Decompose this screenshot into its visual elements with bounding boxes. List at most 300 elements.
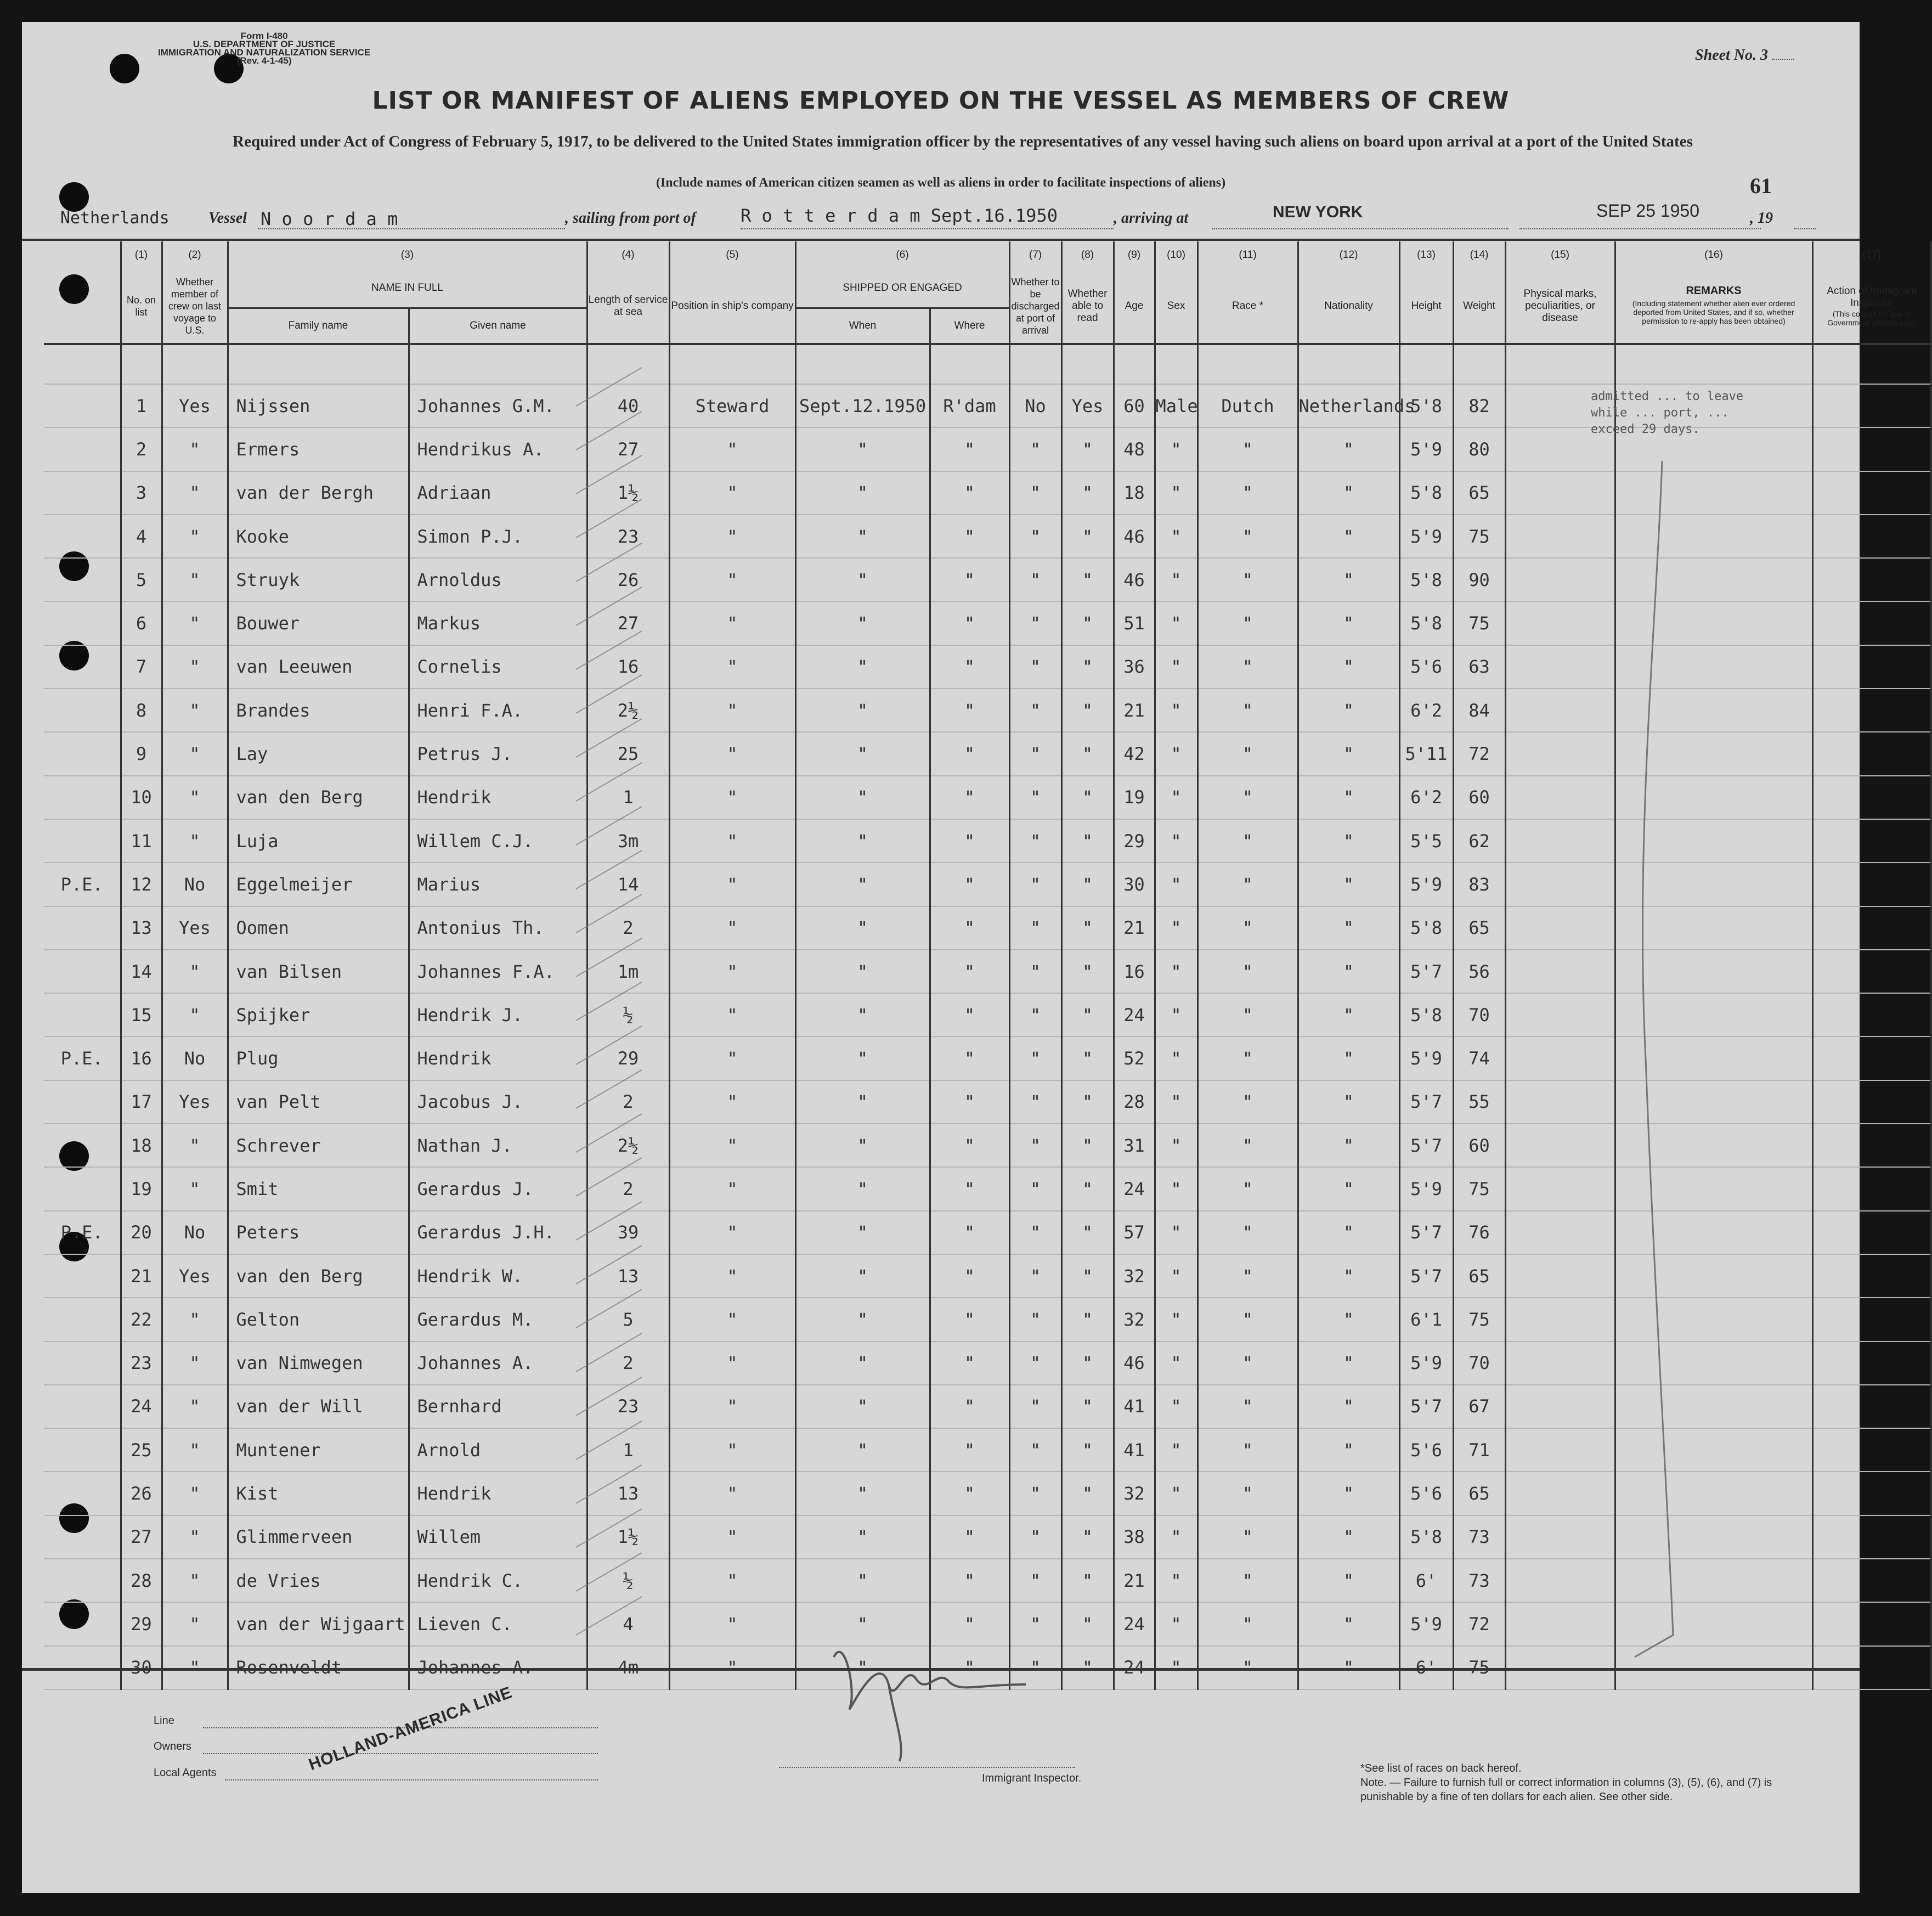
- height: 5'8: [1399, 384, 1453, 427]
- action-cell: [1812, 558, 1931, 601]
- row-number: 30: [121, 1646, 162, 1689]
- given-name: Markus: [409, 601, 587, 645]
- shipped-when: ": [795, 1036, 930, 1080]
- weight: 65: [1453, 471, 1505, 515]
- year-label: , 19: [1750, 210, 1773, 227]
- row-number: 17: [121, 1080, 162, 1124]
- given-name: Henri F.A.: [409, 689, 587, 732]
- header-position: Position in ship's company: [669, 269, 795, 344]
- action-cell: [1812, 1124, 1931, 1167]
- company-stamp: HOLLAND-AMERICA LINE: [306, 1683, 515, 1774]
- height: 5'9: [1399, 1602, 1453, 1645]
- height: 5'9: [1399, 515, 1453, 558]
- nationality: ": [1298, 993, 1399, 1036]
- shipped-when: ": [795, 1428, 930, 1472]
- given-name: Johannes A.: [409, 1342, 587, 1385]
- length-of-service: 14: [587, 863, 669, 906]
- shipped-when: ": [795, 1211, 930, 1254]
- nationality: ": [1298, 776, 1399, 819]
- vessel-name: N o o r d a m: [261, 208, 398, 229]
- pe-mark: [44, 384, 121, 427]
- discharged: ": [1009, 1602, 1061, 1645]
- height: 5'9: [1399, 427, 1453, 471]
- able-to-read: ": [1061, 993, 1114, 1036]
- weight: 71: [1453, 1428, 1505, 1472]
- action-cell: [1812, 950, 1931, 993]
- nationality: ": [1298, 427, 1399, 471]
- race: ": [1197, 732, 1298, 775]
- discharged: ": [1009, 1167, 1061, 1210]
- race: ": [1197, 1167, 1298, 1210]
- age: 48: [1114, 427, 1155, 471]
- discharged: ": [1009, 863, 1061, 906]
- age: 57: [1114, 1211, 1155, 1254]
- shipped-when: ": [795, 993, 930, 1036]
- pe-mark: [44, 1124, 121, 1167]
- physical-cell: [1505, 1298, 1615, 1341]
- sex: ": [1155, 776, 1197, 819]
- crew-last-voyage: ": [162, 776, 228, 819]
- footer-notes: [1360, 1761, 1788, 1804]
- position: ": [669, 863, 795, 906]
- age: 51: [1114, 601, 1155, 645]
- departure-port: R o t t e r d a m Sept.16.1950: [741, 205, 1058, 226]
- remarks-line: admitted ... to leave: [1591, 390, 1744, 403]
- race: ": [1197, 1124, 1298, 1167]
- sheet-number-label: Sheet No.: [1695, 47, 1756, 64]
- family-name: Gelton: [228, 1298, 409, 1341]
- physical-cell: [1505, 1080, 1615, 1124]
- discharged: ": [1009, 819, 1061, 863]
- age: 46: [1114, 558, 1155, 601]
- position: ": [669, 471, 795, 515]
- length-of-service: ½: [587, 993, 669, 1036]
- crew-last-voyage: ": [162, 950, 228, 993]
- weight: 73: [1453, 1515, 1505, 1559]
- physical-cell: [1505, 1515, 1615, 1559]
- header-sex: Sex: [1155, 269, 1197, 344]
- col-num: (15): [1505, 241, 1615, 269]
- length-of-service: 1: [587, 1428, 669, 1472]
- col-num: (6): [795, 241, 1009, 269]
- row-number: 13: [121, 906, 162, 950]
- discharged: ": [1009, 1080, 1061, 1124]
- crew-last-voyage: ": [162, 1646, 228, 1689]
- able-to-read: ": [1061, 906, 1114, 950]
- family-name: van den Berg: [228, 1254, 409, 1298]
- crew-last-voyage: ": [162, 1342, 228, 1385]
- given-name: Gerardus J.H.: [409, 1211, 587, 1254]
- action-cell: [1812, 515, 1931, 558]
- age: 24: [1114, 993, 1155, 1036]
- physical-cell: [1505, 471, 1615, 515]
- shipped-when: ": [795, 645, 930, 689]
- able-to-read: ": [1061, 950, 1114, 993]
- row-number: 29: [121, 1602, 162, 1645]
- nationality: ": [1298, 1036, 1399, 1080]
- header-shipped: SHIPPED OR ENGAGED: [795, 269, 1009, 308]
- crew-last-voyage: ": [162, 819, 228, 863]
- nationality: ": [1298, 1124, 1399, 1167]
- weight: 72: [1453, 732, 1505, 775]
- given-name: Nathan J.: [409, 1124, 587, 1167]
- pe-mark: P.E.: [44, 1036, 121, 1080]
- position: ": [669, 1602, 795, 1645]
- family-name: van den Berg: [228, 776, 409, 819]
- pe-mark: P.E.: [44, 1211, 121, 1254]
- shipped-when: ": [795, 1385, 930, 1428]
- shipped-where: ": [930, 863, 1009, 906]
- position: ": [669, 689, 795, 732]
- able-to-read: ": [1061, 1385, 1114, 1428]
- position: ": [669, 1646, 795, 1689]
- row-number: 11: [121, 819, 162, 863]
- pe-mark: [44, 1080, 121, 1124]
- form-number: Form I-480: [240, 31, 288, 41]
- discharged: ": [1009, 471, 1061, 515]
- header-where: Where: [930, 308, 1009, 345]
- given-name: Hendrik: [409, 1472, 587, 1515]
- given-name: Simon P.J.: [409, 515, 587, 558]
- action-cell: [1812, 993, 1931, 1036]
- action-cell: [1812, 819, 1931, 863]
- weight: 80: [1453, 427, 1505, 471]
- race: ": [1197, 993, 1298, 1036]
- sex: ": [1155, 732, 1197, 775]
- given-name: Jacobus J.: [409, 1080, 587, 1124]
- col-num: (10): [1155, 241, 1197, 269]
- shipped-when: ": [795, 515, 930, 558]
- given-name: Petrus J.: [409, 732, 587, 775]
- sex: ": [1155, 906, 1197, 950]
- family-name: Spijker: [228, 993, 409, 1036]
- pe-mark: [44, 558, 121, 601]
- col-num: (5): [669, 241, 795, 269]
- position: ": [669, 1211, 795, 1254]
- row-number: 24: [121, 1385, 162, 1428]
- able-to-read: ": [1061, 1036, 1114, 1080]
- sex: ": [1155, 1298, 1197, 1341]
- sex: ": [1155, 689, 1197, 732]
- pe-mark: [44, 819, 121, 863]
- col-num: (14): [1453, 241, 1505, 269]
- page-subtitle: Required under Act of Congress of February 5, 1917, to be delivered to the United States immigration officer by the representatives of any vessel having such aliens on board upon arrival at a port of the United States: [233, 133, 1693, 150]
- age: 24: [1114, 1646, 1155, 1689]
- family-name: Kist: [228, 1472, 409, 1515]
- sex: ": [1155, 863, 1197, 906]
- age: 19: [1114, 776, 1155, 819]
- position: ": [669, 1298, 795, 1341]
- height: 6'1: [1399, 1298, 1453, 1341]
- weight: 83: [1453, 863, 1505, 906]
- race: ": [1197, 645, 1298, 689]
- race: ": [1197, 1515, 1298, 1559]
- height: 5'8: [1399, 601, 1453, 645]
- physical-cell: [1505, 558, 1615, 601]
- row-number: 9: [121, 732, 162, 775]
- family-name: Muntener: [228, 1428, 409, 1472]
- col-num: (1): [121, 241, 162, 269]
- length-of-service: 29: [587, 1036, 669, 1080]
- sex: ": [1155, 993, 1197, 1036]
- action-cell: [1812, 1342, 1931, 1385]
- able-to-read: ": [1061, 1428, 1114, 1472]
- given-name: Arnoldus: [409, 558, 587, 601]
- shipped-where: ": [930, 427, 1009, 471]
- sex: ": [1155, 1472, 1197, 1515]
- race: ": [1197, 471, 1298, 515]
- length-of-service: 25: [587, 732, 669, 775]
- pe-mark: [44, 1167, 121, 1210]
- weight: 65: [1453, 1472, 1505, 1515]
- nationality: ": [1298, 950, 1399, 993]
- discharged: ": [1009, 427, 1061, 471]
- spacer-row: [44, 344, 1931, 384]
- footer-agents-label: Local Agents: [154, 1767, 217, 1779]
- col-num: (16): [1615, 241, 1812, 269]
- height: 6'2: [1399, 689, 1453, 732]
- action-cell: [1812, 1428, 1931, 1472]
- action-cell: [1812, 1036, 1931, 1080]
- row-number: 26: [121, 1472, 162, 1515]
- given-name: Hendrik: [409, 776, 587, 819]
- nationality: ": [1298, 1472, 1399, 1515]
- age: 38: [1114, 1515, 1155, 1559]
- shipped-when: ": [795, 776, 930, 819]
- vessel-label: Vessel: [208, 210, 247, 227]
- length-of-service: 2½: [587, 1124, 669, 1167]
- crew-last-voyage: Yes: [162, 1254, 228, 1298]
- crew-last-voyage: ": [162, 645, 228, 689]
- given-name: Hendrikus A.: [409, 427, 587, 471]
- pe-mark: [44, 950, 121, 993]
- row-number: 22: [121, 1298, 162, 1341]
- discharged: ": [1009, 732, 1061, 775]
- pe-mark: [44, 471, 121, 515]
- length-of-service: 2: [587, 1080, 669, 1124]
- family-name: Glimmerveen: [228, 1515, 409, 1559]
- race: ": [1197, 689, 1298, 732]
- family-name: Oomen: [228, 906, 409, 950]
- family-name: Struyk: [228, 558, 409, 601]
- row-number: 8: [121, 689, 162, 732]
- sex: Male: [1155, 384, 1197, 427]
- sex: ": [1155, 1211, 1197, 1254]
- action-cell: [1812, 471, 1931, 515]
- physical-cell: [1505, 1559, 1615, 1602]
- physical-cell: [1505, 1385, 1615, 1428]
- header-family-name: Family name: [228, 308, 409, 345]
- shipped-where: ": [930, 1646, 1009, 1689]
- footer-owners-label: Owners: [154, 1740, 191, 1752]
- family-name: Eggelmeijer: [228, 863, 409, 906]
- sex: ": [1155, 1124, 1197, 1167]
- discharged: ": [1009, 645, 1061, 689]
- row-number: 19: [121, 1167, 162, 1210]
- header-length-service: Length of service at sea: [587, 269, 669, 344]
- sex: ": [1155, 1385, 1197, 1428]
- race: ": [1197, 1080, 1298, 1124]
- crew-last-voyage: ": [162, 471, 228, 515]
- able-to-read: ": [1061, 1124, 1114, 1167]
- length-of-service: 1m: [587, 950, 669, 993]
- height: 6': [1399, 1646, 1453, 1689]
- instruction-note: (Include names of American citizen seamen as well as aliens in order to facilitate inspections of aliens): [656, 176, 1226, 190]
- nationality: ": [1298, 732, 1399, 775]
- shipped-when: ": [795, 471, 930, 515]
- age: 28: [1114, 1080, 1155, 1124]
- weight: 70: [1453, 993, 1505, 1036]
- able-to-read: ": [1061, 776, 1114, 819]
- action-cell: [1812, 776, 1931, 819]
- shipped-when: ": [795, 558, 930, 601]
- pe-mark: [44, 1515, 121, 1559]
- weight: 60: [1453, 1124, 1505, 1167]
- position: ": [669, 1254, 795, 1298]
- remarks-line: while ... port, ...: [1591, 406, 1729, 420]
- race: ": [1197, 819, 1298, 863]
- discharged: ": [1009, 1211, 1061, 1254]
- length-of-service: 13: [587, 1472, 669, 1515]
- shipped-when: ": [795, 1124, 930, 1167]
- weight: 90: [1453, 558, 1505, 601]
- weight: 70: [1453, 1342, 1505, 1385]
- race: ": [1197, 776, 1298, 819]
- discharged: ": [1009, 515, 1061, 558]
- pe-mark: [44, 906, 121, 950]
- position: ": [669, 819, 795, 863]
- given-name: Johannes G.M.: [409, 384, 587, 427]
- race: ": [1197, 1385, 1298, 1428]
- physical-cell: [1505, 1167, 1615, 1210]
- race: ": [1197, 906, 1298, 950]
- shipped-when: ": [795, 1559, 930, 1602]
- discharged: ": [1009, 1298, 1061, 1341]
- col-num: (8): [1061, 241, 1114, 269]
- header-weight: Weight: [1453, 269, 1505, 344]
- sex: ": [1155, 819, 1197, 863]
- shipped-when: ": [795, 1298, 930, 1341]
- height: 5'8: [1399, 558, 1453, 601]
- nationality: ": [1298, 863, 1399, 906]
- age: 46: [1114, 1342, 1155, 1385]
- age: 16: [1114, 950, 1155, 993]
- position: ": [669, 1385, 795, 1428]
- discharged: ": [1009, 558, 1061, 601]
- discharged: ": [1009, 776, 1061, 819]
- shipped-where: ": [930, 1342, 1009, 1385]
- crew-last-voyage: ": [162, 1385, 228, 1428]
- remarks-title: REMARKS: [1686, 284, 1742, 297]
- nationality: ": [1298, 601, 1399, 645]
- header-height: Height: [1399, 269, 1453, 344]
- shipped-when: ": [795, 1342, 930, 1385]
- arriving-label: , arriving at: [1114, 210, 1189, 227]
- age: 21: [1114, 906, 1155, 950]
- pe-mark: [44, 1559, 121, 1602]
- given-name: Hendrik C.: [409, 1559, 587, 1602]
- nationality: ": [1298, 819, 1399, 863]
- action-cell: [1812, 1385, 1931, 1428]
- shipped-when: ": [795, 863, 930, 906]
- discharged: ": [1009, 1385, 1061, 1428]
- position: ": [669, 427, 795, 471]
- height: 5'8: [1399, 471, 1453, 515]
- given-name: Gerardus J.: [409, 1167, 587, 1210]
- weight: 75: [1453, 601, 1505, 645]
- height: 5'7: [1399, 950, 1453, 993]
- col-num: (3): [228, 241, 587, 269]
- pe-mark: [44, 427, 121, 471]
- race: ": [1197, 515, 1298, 558]
- length-of-service: 23: [587, 515, 669, 558]
- col-num: (7): [1009, 241, 1061, 269]
- sex: ": [1155, 515, 1197, 558]
- stamp-number: 61: [1750, 173, 1772, 198]
- height: 5'9: [1399, 1036, 1453, 1080]
- pe-mark: [44, 601, 121, 645]
- pencil-mark: [1602, 455, 1711, 1673]
- remarks-note: (Including statement whether alien ever ordered deported from United States, and if so, whether permission to re-apply has been obtained): [1632, 298, 1795, 325]
- family-name: Bouwer: [228, 601, 409, 645]
- shipped-where: ": [930, 950, 1009, 993]
- shipped-when: ": [795, 1515, 930, 1559]
- col-num: (12): [1298, 241, 1399, 269]
- crew-last-voyage: ": [162, 1298, 228, 1341]
- sailing-label: , sailing from port of: [565, 210, 696, 227]
- sheet-number-value: 3: [1760, 47, 1768, 64]
- age: 24: [1114, 1602, 1155, 1645]
- row-number: 28: [121, 1559, 162, 1602]
- nationality: ": [1298, 1385, 1399, 1428]
- discharged: No: [1009, 384, 1061, 427]
- length-of-service: 5: [587, 1298, 669, 1341]
- shipped-where: ": [930, 819, 1009, 863]
- manifest-sheet: [22, 22, 1917, 1893]
- header-physical: Physical marks, peculiarities, or disease: [1505, 269, 1615, 344]
- height: 5'11: [1399, 732, 1453, 775]
- crew-last-voyage: ": [162, 993, 228, 1036]
- length-of-service: 39: [587, 1211, 669, 1254]
- weight: 75: [1453, 1167, 1505, 1210]
- nationality: ": [1298, 1211, 1399, 1254]
- shipped-when: ": [795, 427, 930, 471]
- length-of-service: 1: [587, 776, 669, 819]
- position: ": [669, 515, 795, 558]
- crew-last-voyage: No: [162, 863, 228, 906]
- age: 60: [1114, 384, 1155, 427]
- able-to-read: ": [1061, 1211, 1114, 1254]
- discharged: ": [1009, 993, 1061, 1036]
- race: ": [1197, 1036, 1298, 1080]
- physical-cell: [1505, 732, 1615, 775]
- age: 41: [1114, 1428, 1155, 1472]
- age: 18: [1114, 471, 1155, 515]
- length-of-service: 2: [587, 1167, 669, 1210]
- discharged: ": [1009, 950, 1061, 993]
- family-name: Luja: [228, 819, 409, 863]
- row-number: 15: [121, 993, 162, 1036]
- weight: 73: [1453, 1559, 1505, 1602]
- header-age: Age: [1114, 269, 1155, 344]
- action-cell: [1812, 1559, 1931, 1602]
- age: 42: [1114, 732, 1155, 775]
- races-note: *See list of races on back hereof.: [1360, 1762, 1522, 1774]
- sex: ": [1155, 1254, 1197, 1298]
- physical-cell: [1505, 515, 1615, 558]
- position: ": [669, 1080, 795, 1124]
- shipped-where: ": [930, 601, 1009, 645]
